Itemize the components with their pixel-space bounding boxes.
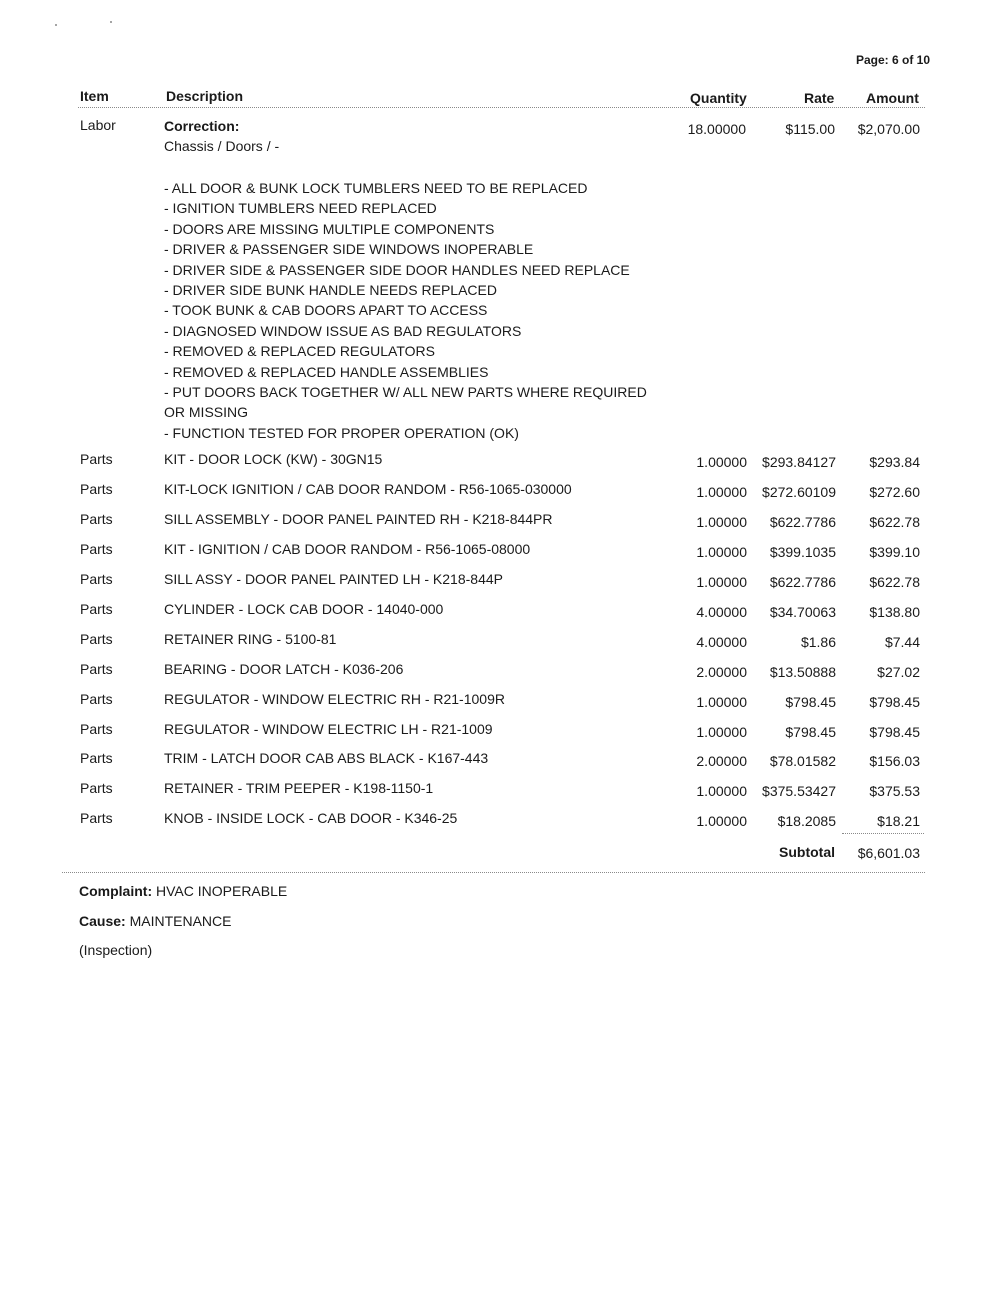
part-item: Parts — [80, 601, 113, 617]
part-amount: $272.60 — [869, 484, 920, 500]
labor-note-line: - REMOVED & REPLACED REGULATORS — [164, 343, 435, 360]
part-rate: $399.1035 — [769, 544, 836, 560]
table-row — [0, 511, 1000, 533]
part-quantity: 1.00000 — [696, 514, 747, 530]
part-amount: $798.45 — [869, 724, 920, 740]
labor-quantity: 18.00000 — [687, 121, 746, 137]
subtotal-value: $6,601.03 — [857, 845, 920, 861]
part-rate: $13.50888 — [769, 664, 836, 680]
part-description: CYLINDER - LOCK CAB DOOR - 14040-000 — [164, 601, 444, 617]
part-quantity: 4.00000 — [696, 604, 747, 620]
labor-note-line: - DRIVER & PASSENGER SIDE WINDOWS INOPERABLE — [164, 241, 534, 258]
labor-subheading: Chassis / Doors / - — [164, 138, 280, 154]
table-row — [0, 571, 1000, 593]
part-description: BEARING - DOOR LATCH - K036-206 — [164, 661, 404, 677]
part-rate: $18.2085 — [777, 813, 836, 829]
part-quantity: 2.00000 — [696, 664, 747, 680]
table-row — [0, 451, 1000, 473]
labor-note-line: - PUT DOORS BACK TOGETHER W/ ALL NEW PARTS WHERE REQUIRED — [164, 384, 647, 401]
table-row — [0, 750, 1000, 772]
part-quantity: 1.00000 — [696, 783, 747, 799]
cause-value: MAINTENANCE — [129, 913, 232, 929]
part-item: Parts — [80, 631, 113, 647]
part-description: REGULATOR - WINDOW ELECTRIC LH - R21-1009 — [164, 721, 493, 737]
part-quantity: 1.00000 — [696, 724, 747, 740]
part-quantity: 1.00000 — [696, 574, 747, 590]
table-row — [0, 721, 1000, 743]
header-description: Description — [166, 88, 244, 104]
part-amount: $293.84 — [869, 454, 920, 470]
part-item: Parts — [80, 750, 113, 766]
part-item: Parts — [80, 780, 113, 796]
labor-note-line: - DRIVER SIDE BUNK HANDLE NEEDS REPLACED — [164, 282, 497, 299]
labor-note-line: OR MISSING — [164, 404, 249, 421]
inspection-note: (Inspection) — [79, 942, 153, 958]
part-rate: $622.7786 — [769, 574, 836, 590]
header-amount: Amount — [866, 90, 919, 106]
table-row — [0, 541, 1000, 563]
part-rate: $78.01582 — [769, 753, 836, 769]
part-item: Parts — [80, 571, 113, 587]
part-item: Parts — [80, 691, 113, 707]
part-description: RETAINER RING - 5100-81 — [164, 631, 337, 647]
complaint-value: HVAC INOPERABLE — [156, 883, 288, 899]
part-rate: $293.84127 — [762, 454, 836, 470]
part-quantity: 1.00000 — [696, 544, 747, 560]
table-row — [0, 810, 1000, 832]
part-item: Parts — [80, 721, 113, 737]
header-divider — [78, 107, 925, 108]
labor-note-line: - TOOK BUNK & CAB DOORS APART TO ACCESS — [164, 302, 488, 319]
labor-note-line: - DRIVER SIDE & PASSENGER SIDE DOOR HANDLES NEED REPLACE — [164, 261, 630, 278]
table-row — [0, 691, 1000, 713]
part-description: KNOB - INSIDE LOCK - CAB DOOR - K346-25 — [164, 810, 458, 826]
part-amount: $798.45 — [869, 694, 920, 710]
part-rate: $622.7786 — [769, 514, 836, 530]
part-description: REGULATOR - WINDOW ELECTRIC RH - R21-1009R — [164, 691, 505, 707]
part-rate: $1.86 — [800, 634, 836, 650]
part-description: KIT-LOCK IGNITION / CAB DOOR RANDOM - R56-1065-030000 — [164, 481, 572, 497]
part-rate: $798.45 — [785, 724, 836, 740]
part-item: Parts — [80, 661, 113, 677]
part-description: SILL ASSEMBLY - DOOR PANEL PAINTED RH - K218-844PR — [164, 511, 553, 527]
part-quantity: 2.00000 — [696, 753, 747, 769]
part-quantity: 1.00000 — [696, 694, 747, 710]
labor-note-line: - ALL DOOR & BUNK LOCK TUMBLERS NEED TO BE REPLACED — [164, 180, 588, 196]
table-row — [0, 661, 1000, 683]
part-amount: $622.78 — [869, 514, 920, 530]
part-item: Parts — [80, 481, 113, 497]
labor-amount: $2,070.00 — [857, 121, 920, 137]
scan-speck — [110, 21, 112, 23]
part-rate: $375.53427 — [762, 783, 836, 799]
part-rate: $798.45 — [785, 694, 836, 710]
header-quantity: Quantity — [690, 90, 747, 106]
complaint-line — [79, 883, 287, 899]
part-description: RETAINER - TRIM PEEPER - K198-1150-1 — [164, 780, 434, 796]
part-item: Parts — [80, 541, 113, 557]
part-item: Parts — [80, 451, 113, 467]
amount-underline — [842, 833, 924, 834]
part-amount: $7.44 — [884, 634, 920, 650]
part-item: Parts — [80, 511, 113, 527]
part-amount: $399.10 — [869, 544, 920, 560]
header-item: Item — [80, 88, 109, 104]
labor-item: Labor — [80, 117, 116, 133]
part-quantity: 1.00000 — [696, 484, 747, 500]
part-quantity: 1.00000 — [696, 813, 747, 829]
part-amount: $622.78 — [869, 574, 920, 590]
part-amount: $138.80 — [869, 604, 920, 620]
header-rate: Rate — [804, 90, 835, 106]
labor-note-line: - IGNITION TUMBLERS NEED REPLACED — [164, 200, 437, 217]
table-row — [0, 481, 1000, 503]
labor-note-line: - REMOVED & REPLACED HANDLE ASSEMBLIES — [164, 363, 489, 380]
table-row — [0, 631, 1000, 653]
subtotal-label: Subtotal — [779, 844, 835, 860]
part-description: KIT - DOOR LOCK (KW) - 30GN15 — [164, 451, 383, 467]
cause-label: Cause: — [79, 913, 126, 929]
labor-rate: $115.00 — [785, 121, 835, 137]
labor-notes — [164, 178, 684, 443]
section-divider — [62, 872, 925, 873]
part-amount: $27.02 — [877, 664, 920, 680]
cause-line — [79, 913, 231, 929]
part-quantity: 4.00000 — [696, 634, 747, 650]
part-amount: $18.21 — [877, 813, 920, 829]
page-number: Page: 6 of 10 — [856, 53, 931, 67]
part-quantity: 1.00000 — [696, 454, 747, 470]
part-rate: $34.70063 — [769, 604, 836, 620]
part-description: TRIM - LATCH DOOR CAB ABS BLACK - K167-443 — [164, 750, 489, 766]
part-description: SILL ASSY - DOOR PANEL PAINTED LH - K218-844P — [164, 571, 503, 587]
labor-note-line: - DOORS ARE MISSING MULTIPLE COMPONENTS — [164, 220, 495, 237]
part-rate: $272.60109 — [762, 484, 836, 500]
part-item: Parts — [80, 810, 113, 826]
table-row — [0, 601, 1000, 623]
table-row — [0, 780, 1000, 802]
part-amount: $375.53 — [869, 783, 920, 799]
scan-speck — [55, 24, 57, 26]
part-amount: $156.03 — [869, 753, 920, 769]
labor-note-line: - FUNCTION TESTED FOR PROPER OPERATION (OK) — [164, 424, 519, 441]
complaint-label: Complaint: — [79, 883, 153, 899]
part-description: KIT - IGNITION / CAB DOOR RANDOM - R56-1065-08000 — [164, 541, 531, 557]
labor-note-line: - DIAGNOSED WINDOW ISSUE AS BAD REGULATORS — [164, 322, 522, 339]
labor-heading: Correction: — [164, 118, 240, 134]
